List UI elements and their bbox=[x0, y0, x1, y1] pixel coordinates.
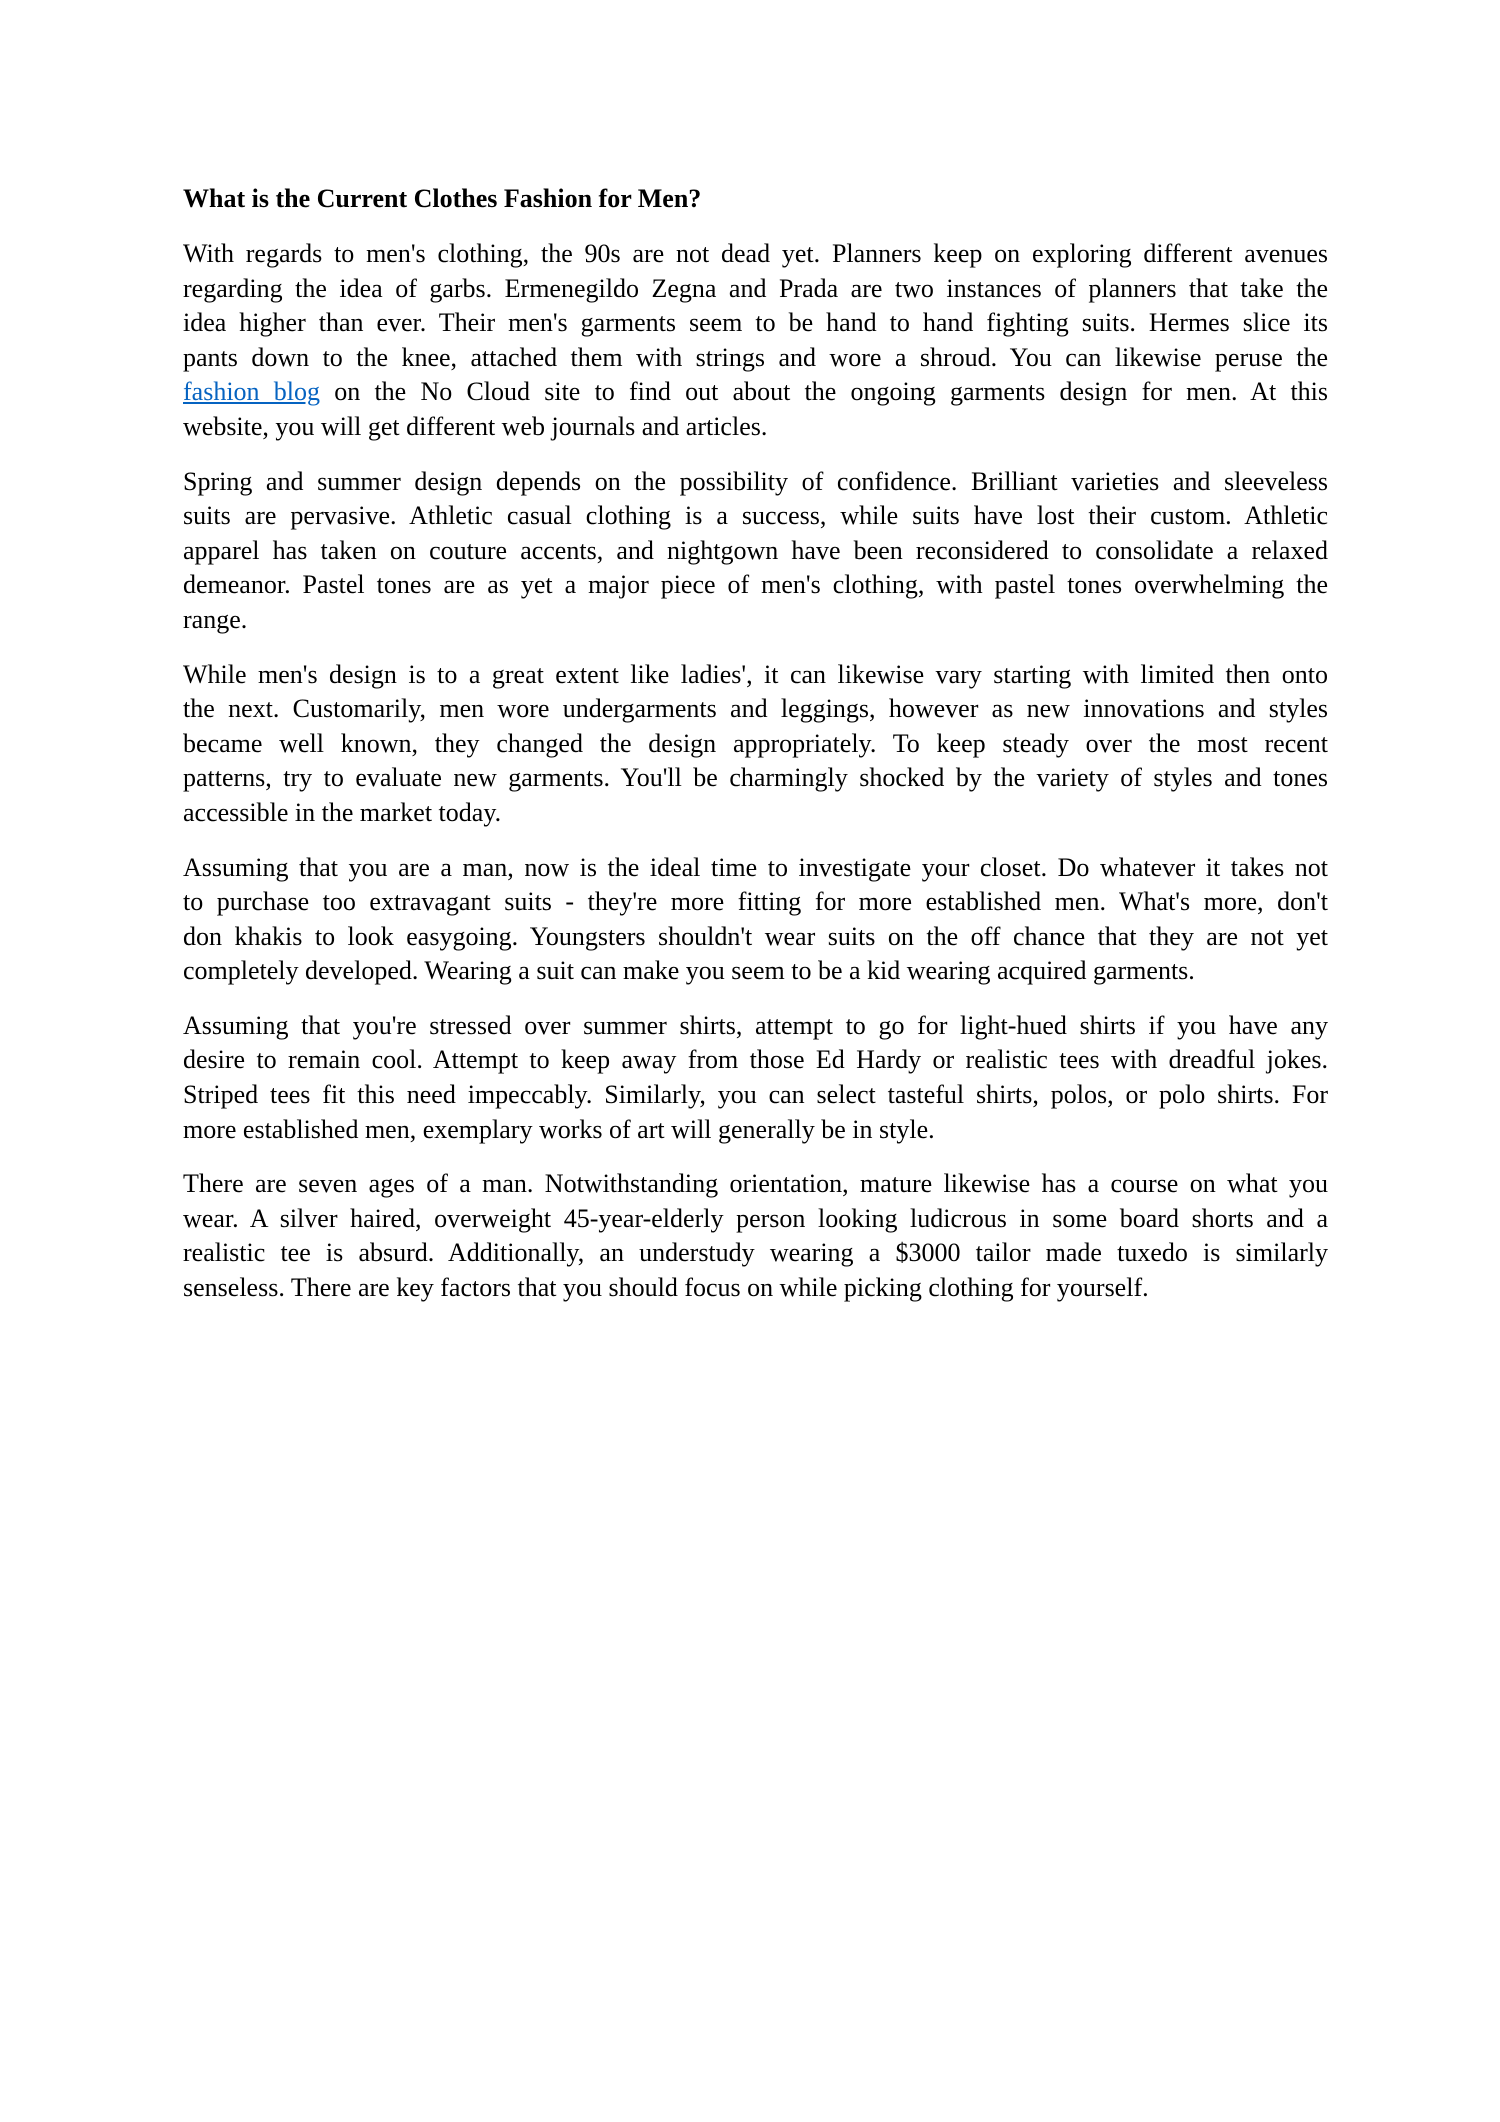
document-title: What is the Current Clothes Fashion for Men? bbox=[183, 184, 702, 213]
text-line: regarding the idea of garbs. Ermenegildo Zegna and Prada are two instances of planners that take the bbox=[183, 273, 1328, 303]
text-line: desire to remain cool. Attempt to keep away from those Ed Hardy or realistic tees with dreadful jokes. bbox=[183, 1045, 1328, 1075]
text-line: patterns, try to evaluate new garments. You'll be charmingly shocked by the variety of styles and tones bbox=[183, 763, 1328, 793]
paragraph bbox=[183, 237, 1328, 445]
text-line: website, you will get different web journals and articles. bbox=[183, 411, 768, 441]
paragraph bbox=[183, 658, 1328, 831]
text-line: range. bbox=[183, 604, 248, 634]
text-line: pants down to the knee, attached them with strings and wore a shroud. You can likewise peruse the bbox=[183, 342, 1328, 372]
text-line: completely developed. Wearing a suit can make you seem to be a kid wearing acquired garments. bbox=[183, 956, 1195, 986]
text-line: don khakis to look easygoing. Youngsters shouldn't wear suits on the off chance that they are not yet bbox=[183, 921, 1328, 951]
text-line: senseless. There are key factors that you should focus on while picking clothing for yourself. bbox=[183, 1273, 1149, 1303]
text-line: wear. A silver haired, overweight 45-year-elderly person looking ludicrous in some board shorts and a bbox=[183, 1203, 1328, 1233]
text-line: idea higher than ever. Their men's garments seem to be hand to hand fighting suits. Hermes slice its bbox=[183, 308, 1328, 338]
text-line: Spring and summer design depends on the possibility of confidence. Brilliant varieties and sleeveless bbox=[183, 466, 1328, 496]
text-line: the next. Customarily, men wore undergarments and leggings, however as new innovations and styles bbox=[183, 694, 1328, 724]
document-body bbox=[183, 237, 1328, 1306]
text-line bbox=[183, 375, 1328, 410]
text-line: accessible in the market today. bbox=[183, 797, 502, 827]
text-line: With regards to men's clothing, the 90s are not dead yet. Planners keep on exploring different avenues bbox=[183, 239, 1328, 268]
fashion-blog-link[interactable]: fashion blog bbox=[183, 377, 320, 407]
text-line: demeanor. Pastel tones are as yet a major piece of men's clothing, with pastel tones overwhelming the bbox=[183, 570, 1328, 600]
text-line: Assuming that you're stressed over summer shirts, attempt to go for light-hued shirts if you have any bbox=[183, 1010, 1328, 1040]
paragraph bbox=[183, 1009, 1328, 1147]
text-line: While men's design is to a great extent like ladies', it can likewise vary starting with limited then onto bbox=[183, 659, 1328, 689]
text-line: Assuming that you are a man, now is the ideal time to investigate your closet. Do whatever it takes not bbox=[183, 852, 1328, 882]
text-line: Striped tees fit this need impeccably. Similarly, you can select tasteful shirts, polos, or polo shirts. For bbox=[183, 1080, 1328, 1110]
paragraph bbox=[183, 465, 1328, 638]
paragraph bbox=[183, 851, 1328, 989]
document-page bbox=[183, 182, 1328, 1326]
text-line: There are seven ages of a man. Notwithstanding orientation, mature likewise has a course on what you bbox=[183, 1169, 1328, 1199]
text-line: suits are pervasive. Athletic casual clothing is a success, while suits have lost their custom. Athletic bbox=[183, 501, 1328, 531]
text-line: realistic tee is absurd. Additionally, an understudy wearing a $3000 tailor made tuxedo is similarly bbox=[183, 1238, 1328, 1268]
text-line: apparel has taken on couture accents, and nightgown have been reconsidered to consolidate a relaxed bbox=[183, 535, 1328, 565]
paragraph bbox=[183, 1167, 1328, 1305]
text-line: to purchase too extravagant suits - they're more fitting for more established men. What's more, don't bbox=[183, 887, 1328, 917]
text-line: more established men, exemplary works of art will generally be in style. bbox=[183, 1114, 935, 1144]
text-segment: on the No Cloud site to find out about the ongoing garments design for men. At this bbox=[334, 377, 1329, 407]
text-line: became well known, they changed the design appropriately. To keep steady over the most recent bbox=[183, 728, 1328, 758]
